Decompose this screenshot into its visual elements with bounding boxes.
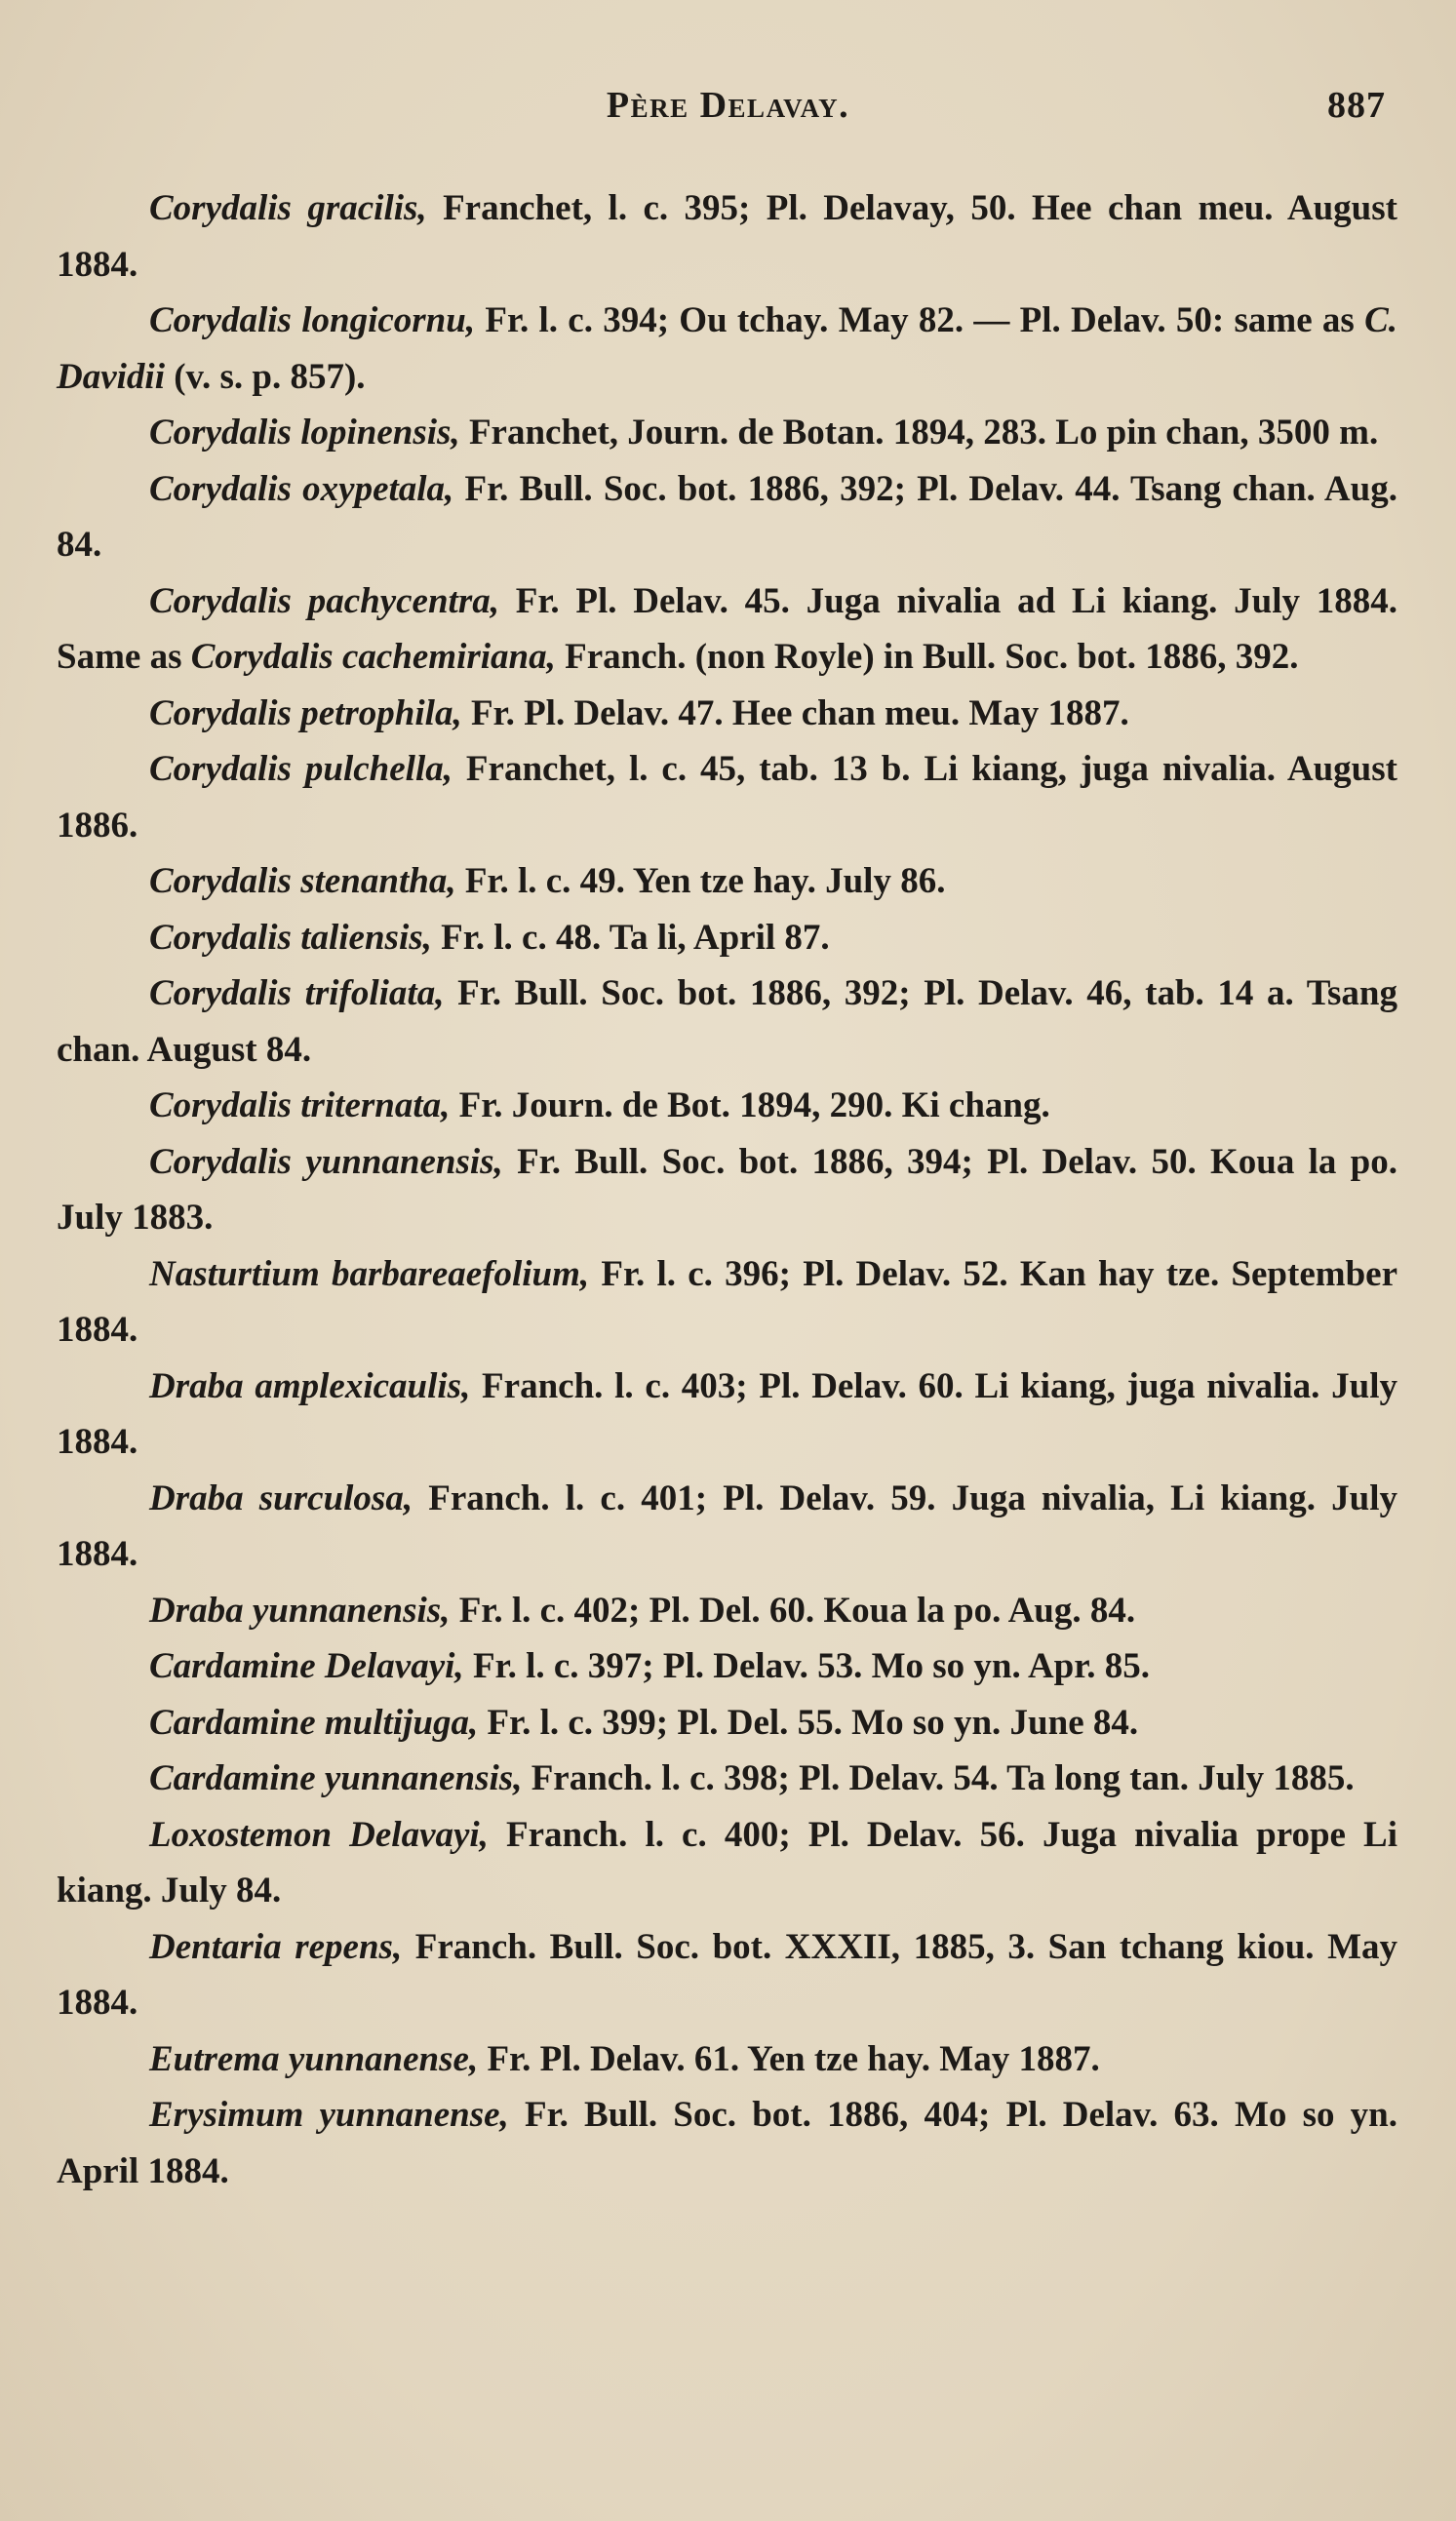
list-item xyxy=(57,2087,1397,2199)
entry-text: Fr. Pl. Delav. 61. Yen tze hay. May 1887. xyxy=(478,2038,1100,2079)
entry-text: Franch. l. c. 401; Pl. Delav. 59. Juga nivalia, Li kiang. July 1884. xyxy=(57,1477,1397,1574)
entry-text: Fr. l. c. 394; Ou tchay. May 82. — Pl. Delav. 50: same as xyxy=(475,300,1365,340)
list-item xyxy=(57,965,1397,1078)
list-item xyxy=(57,1751,1397,1807)
running-head xyxy=(0,84,1456,133)
species-list xyxy=(57,180,1397,2199)
entry-text: Franch. l. c. 403; Pl. Delav. 60. Li kiang, juga nivalia. July 1884. xyxy=(57,1365,1398,1462)
entry-text-tail: Franch. (non Royle) in Bull. Soc. bot. 1886, 392. xyxy=(555,637,1299,677)
list-item xyxy=(57,180,1397,293)
taxon-name: Cardamine yunnanensis, xyxy=(149,1758,523,1798)
list-item xyxy=(57,1807,1397,1919)
entry-text: Fr. l. c. 399; Pl. Del. 55. Mo so yn. June 84. xyxy=(478,1702,1139,1743)
list-item xyxy=(57,573,1397,686)
list-item xyxy=(57,1638,1397,1695)
list-item xyxy=(57,2031,1397,2088)
entry-text-tail: (v. s. p. 857). xyxy=(164,356,366,397)
list-item xyxy=(57,686,1397,742)
entry-text: Franch. l. c. 400; Pl. Delav. 56. Juga nivalia prope Li kiang. July 84. xyxy=(57,1814,1397,1910)
list-item xyxy=(57,461,1397,573)
entry-text: Fr. Pl. Delav. 45. Juga nivalia ad Li kiang. July 1884. Same as xyxy=(57,580,1398,677)
taxon-name: Erysimum yunnanense, xyxy=(149,2095,509,2135)
entry-text: Franchet, l. c. 395; Pl. Delavay, 50. Hee chan meu. August 1884. xyxy=(57,188,1397,285)
entry-text: Fr. Bull. Soc. bot. 1886, 404; Pl. Delav. 63. Mo so yn. April 1884. xyxy=(57,2095,1397,2191)
taxon-name: Corydalis stenantha, xyxy=(149,861,456,901)
list-item xyxy=(57,910,1397,966)
taxon-name: Cardamine Delavayi, xyxy=(149,1646,464,1686)
taxon-name: Draba yunnanensis, xyxy=(149,1590,451,1631)
list-item xyxy=(57,405,1397,461)
taxon-name: Eutrema yunnanense, xyxy=(149,2038,479,2079)
list-item xyxy=(57,1919,1397,2031)
entry-text: Fr. l. c. 397; Pl. Delav. 53. Mo so yn. Apr. 85. xyxy=(463,1646,1151,1686)
entry-text: Fr. Journ. de Bot. 1894, 290. Ki chang. xyxy=(450,1085,1050,1125)
taxon-name: Cardamine multijuga, xyxy=(149,1702,479,1743)
page-number: 887 xyxy=(1327,85,1386,126)
taxon-name: Corydalis pachycentra, xyxy=(149,580,499,621)
list-item xyxy=(57,1471,1397,1583)
taxon-name: Draba surculosa, xyxy=(149,1477,413,1518)
entry-text: Fr. l. c. 396; Pl. Delav. 52. Kan hay tze. September 1884. xyxy=(57,1253,1397,1350)
entry-text: Franchet, l. c. 45, tab. 13 b. Li kiang, juga nivalia. August 1886. xyxy=(57,749,1397,846)
list-item xyxy=(57,1583,1397,1639)
list-item xyxy=(57,1695,1397,1752)
taxon-name: Corydalis triternata, xyxy=(149,1085,451,1125)
list-item xyxy=(57,1078,1397,1134)
taxon-name: Corydalis petrophila, xyxy=(149,692,462,733)
entry-text: Fr. l. c. 49. Yen tze hay. July 86. xyxy=(455,861,946,901)
list-item xyxy=(57,1359,1397,1471)
entry-text: Fr. l. c. 48. Ta li, April 87. xyxy=(431,917,830,958)
entry-text: Franch. Bull. Soc. bot. XXXII, 1885, 3. San tchang kiou. May 1884. xyxy=(57,1926,1398,2023)
synonym-name: C. Davidii xyxy=(57,300,1397,397)
entry-text: Fr. Bull. Soc. bot. 1886, 394; Pl. Delav. 50. Koua la po. July 1883. xyxy=(57,1141,1397,1238)
list-item xyxy=(57,741,1397,853)
entry-text: Franch. l. c. 398; Pl. Delav. 54. Ta long tan. July 1885. xyxy=(522,1758,1355,1798)
taxon-name: Corydalis trifoliata, xyxy=(149,973,445,1013)
taxon-name: Nasturtium barbareaefolium, xyxy=(149,1253,590,1294)
taxon-name: Corydalis pulchella, xyxy=(149,749,453,789)
list-item xyxy=(57,293,1397,405)
synonym-name: Corydalis cachemiriana, xyxy=(190,637,556,677)
taxon-name: Corydalis lopinensis, xyxy=(149,413,460,453)
running-title: Père Delavay. xyxy=(606,85,850,126)
entry-text: Fr. Bull. Soc. bot. 1886, 392; Pl. Delav. 46, tab. 14 a. Tsang chan. August 84. xyxy=(57,973,1397,1070)
entry-text: Franchet, Journ. de Botan. 1894, 283. Lo pin chan, 3500 m. xyxy=(459,413,1379,453)
taxon-name: Dentaria repens, xyxy=(149,1926,403,1967)
entry-text: Fr. l. c. 402; Pl. Del. 60. Koua la po. Aug. 84. xyxy=(450,1590,1136,1631)
entry-text: Fr. Bull. Soc. bot. 1886, 392; Pl. Delav. 44. Tsang chan. Aug. 84. xyxy=(57,468,1397,565)
taxon-name: Corydalis gracilis, xyxy=(149,188,427,228)
taxon-name: Corydalis longicornu, xyxy=(149,300,476,340)
entry-text: Fr. Pl. Delav. 47. Hee chan meu. May 1887. xyxy=(461,692,1129,733)
list-item xyxy=(57,1246,1397,1359)
taxon-name: Corydalis oxypetala, xyxy=(149,468,454,509)
taxon-name: Corydalis taliensis, xyxy=(149,917,432,958)
taxon-name: Loxostemon Delavayi, xyxy=(149,1814,489,1855)
taxon-name: Corydalis yunnanensis, xyxy=(149,1141,503,1182)
taxon-name: Draba amplexicaulis, xyxy=(149,1365,471,1406)
list-item xyxy=(57,1134,1397,1246)
list-item xyxy=(57,853,1397,910)
